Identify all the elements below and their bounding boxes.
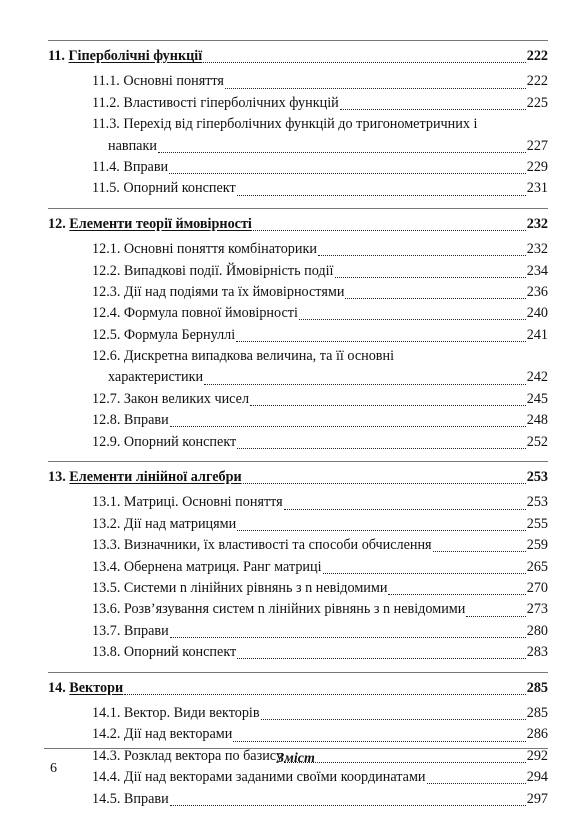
entry-number: 11.3. [92, 116, 120, 133]
entry-number: 14.5. [92, 790, 121, 807]
dot-leader [237, 181, 526, 196]
entry-number: 14.1. [92, 704, 121, 721]
dot-leader [323, 559, 526, 574]
dot-leader [204, 370, 526, 385]
entry-number: 12.2. [92, 262, 121, 279]
entry-title: Випадкові події. Ймовірність події [123, 262, 334, 279]
entry-page: 294 [526, 769, 548, 786]
entry-page: 241 [526, 326, 548, 343]
entry-title: Формула повної ймовірності [123, 305, 298, 322]
dot-leader [340, 95, 526, 110]
entry-page: 292 [526, 747, 548, 764]
entry-page: 242 [526, 369, 548, 386]
dot-leader [250, 391, 526, 406]
entry-number: 13.1. [92, 494, 121, 511]
entry-number: 12.5. [92, 326, 121, 343]
entry-number: 13.8. [92, 644, 121, 661]
toc-entry [92, 114, 548, 135]
section-title: Гіперболічні функції [68, 48, 203, 64]
entry-page: 253 [526, 494, 548, 511]
entry-number: 11.4. [92, 158, 120, 175]
toc-entry [92, 432, 548, 453]
section-number: 14. [48, 679, 66, 696]
dot-leader [433, 537, 526, 552]
entry-page: 286 [526, 726, 548, 743]
dot-leader [345, 284, 525, 299]
toc-entry [92, 261, 548, 282]
dot-leader [318, 241, 526, 256]
section-page: 232 [526, 215, 548, 232]
section-heading [48, 214, 548, 235]
dot-leader [170, 412, 526, 427]
entry-title: Опорний конспект [123, 180, 236, 197]
section-title: Елементи лінійної алгебри [69, 469, 242, 486]
toc-entry [92, 239, 548, 260]
section-title: Вектори [69, 679, 124, 696]
dot-leader [253, 216, 526, 231]
entry-number: 13.4. [92, 558, 121, 575]
entry-number: 11.2. [92, 94, 120, 111]
entry-title: Розв’язування систем n лінійних рівнянь з n невідомими [123, 601, 466, 618]
entry-page: 273 [526, 601, 548, 618]
entry-page: 245 [526, 390, 548, 407]
entry-number: 14.4. [92, 769, 121, 786]
entry-number: 12.4. [92, 305, 121, 322]
toc-entry [92, 71, 548, 92]
entry-page: 255 [526, 515, 548, 532]
entry-title: Перехід від гіперболічних функцій до тригонометричних і [123, 116, 478, 133]
dot-leader [203, 48, 526, 63]
entry-number: 11.5. [92, 180, 120, 197]
toc-entry [92, 492, 548, 513]
dot-leader [284, 495, 526, 510]
entry-page: 248 [526, 412, 548, 429]
dot-leader [170, 791, 526, 806]
toc-entry [92, 789, 548, 810]
entry-page: 270 [526, 579, 548, 596]
entry-number: 13.3. [92, 537, 121, 554]
toc-entry [92, 642, 548, 663]
entry-page: 283 [526, 644, 548, 661]
dot-leader [466, 602, 525, 617]
dot-leader [261, 705, 526, 720]
dot-leader [237, 516, 525, 531]
section-number: 13. [48, 469, 66, 486]
entry-page: 227 [526, 137, 548, 154]
toc-entry [92, 621, 548, 642]
entry-title: Дискретна випадкова величина, та її основні [123, 348, 395, 365]
toc-entry [92, 599, 548, 620]
dot-leader [236, 327, 526, 342]
entry-title: Матриці. Основні поняття [123, 494, 283, 511]
section-heading [48, 678, 548, 699]
entry-title: Основні поняття [123, 73, 224, 90]
dot-leader [169, 159, 526, 174]
entry-title: Вектор. Види векторів [123, 704, 260, 721]
toc-section [48, 208, 548, 461]
entry-title: Дії над матрицями [123, 515, 237, 532]
dot-leader [233, 727, 525, 742]
entry-number: 14.2. [92, 726, 121, 743]
toc-section [48, 461, 548, 672]
toc-entry-continuation [92, 136, 548, 157]
table-of-contents [48, 40, 548, 818]
toc-entry [92, 93, 548, 114]
toc-entry [92, 535, 548, 556]
dot-leader [124, 680, 526, 695]
dot-leader [299, 305, 526, 320]
entry-title: Вправи [123, 412, 169, 429]
entry-number: 13.2. [92, 515, 121, 532]
toc-entry [92, 303, 548, 324]
page-number: 6 [50, 761, 57, 776]
toc-entry [92, 325, 548, 346]
toc-section [48, 672, 548, 818]
toc-entry [92, 282, 548, 303]
entry-title-continuation: характеристики [108, 369, 204, 386]
page-footer [44, 748, 548, 789]
entry-number: 12.3. [92, 283, 121, 300]
entry-title: Розклад вектора по базису [123, 747, 284, 764]
entry-page: 231 [526, 180, 548, 197]
entry-title: Системи n лінійних рівнянь з n невідомими [123, 579, 388, 596]
entry-page: 252 [526, 433, 548, 450]
section-title: Елементи теорії ймовірності [69, 215, 252, 232]
entry-page: 222 [526, 73, 548, 90]
section-page: 285 [526, 679, 548, 696]
entry-page: 236 [526, 283, 548, 300]
section-number: 12. [48, 215, 66, 232]
entry-number: 14.3. [92, 747, 121, 764]
dot-leader [243, 469, 526, 484]
entry-number: 13.7. [92, 622, 121, 639]
entry-title: Закон великих чисел [123, 390, 250, 407]
entry-title: Опорний конспект [123, 433, 237, 450]
entry-number: 12.1. [92, 241, 121, 258]
toc-entry [92, 578, 548, 599]
dot-leader [158, 138, 526, 153]
entry-title: Опорний конспект [123, 644, 237, 661]
entry-title: Обернена матриця. Ранг матриці [123, 558, 322, 575]
dot-leader [170, 623, 526, 638]
entry-title: Дії над векторами заданими своїми координатами [123, 769, 426, 786]
entry-title: Вправи [123, 158, 169, 175]
entry-number: 12.7. [92, 390, 121, 407]
toc-entry [92, 389, 548, 410]
toc-section [48, 40, 548, 208]
entry-title: Вправи [123, 622, 169, 639]
section-page: 222 [526, 48, 548, 64]
entry-number: 13.5. [92, 579, 121, 596]
entry-title: Властивості гіперболічних функцій [123, 94, 339, 111]
dot-leader [335, 263, 526, 278]
entry-number: 13.6. [92, 601, 121, 618]
entry-title: Формула Бернуллі [123, 326, 236, 343]
toc-entry [92, 514, 548, 535]
section-heading [48, 46, 548, 67]
entry-page: 259 [526, 537, 548, 554]
entry-page: 297 [526, 790, 548, 807]
toc-entry [92, 178, 548, 199]
toc-entry-continuation [92, 367, 548, 388]
toc-entry [92, 724, 548, 745]
toc-entry [92, 557, 548, 578]
entry-page: 280 [526, 622, 548, 639]
entry-title-continuation: навпаки [108, 137, 157, 154]
entry-title: Дії над векторами [123, 726, 233, 743]
entry-title: Визначники, їх властивості та способи обчислення [123, 537, 432, 554]
toc-entry [92, 410, 548, 431]
footer-title: Зміст [277, 751, 315, 766]
entry-page: 265 [526, 558, 548, 575]
entry-number: 12.6. [92, 348, 121, 365]
dot-leader [237, 644, 525, 659]
entry-page: 229 [526, 158, 548, 175]
entry-title: Вправи [123, 790, 169, 807]
entry-title: Основні поняття комбінаторики [123, 241, 317, 258]
dot-leader [388, 580, 525, 595]
dot-leader [237, 434, 525, 449]
section-heading [48, 467, 548, 488]
toc-entry [92, 346, 548, 367]
dot-leader [225, 74, 526, 89]
entry-page: 285 [526, 704, 548, 721]
entry-page: 234 [526, 262, 548, 279]
entry-page: 232 [526, 241, 548, 258]
toc-entry [92, 157, 548, 178]
entry-page: 240 [526, 305, 548, 322]
section-number: 11. [48, 48, 65, 64]
entry-number: 12.9. [92, 433, 121, 450]
entry-number: 12.8. [92, 412, 121, 429]
entry-title: Дії над подіями та їх ймовірностями [123, 283, 345, 300]
section-page: 253 [526, 469, 548, 486]
entry-number: 11.1. [92, 73, 120, 90]
toc-entry [92, 703, 548, 724]
entry-page: 225 [526, 94, 548, 111]
